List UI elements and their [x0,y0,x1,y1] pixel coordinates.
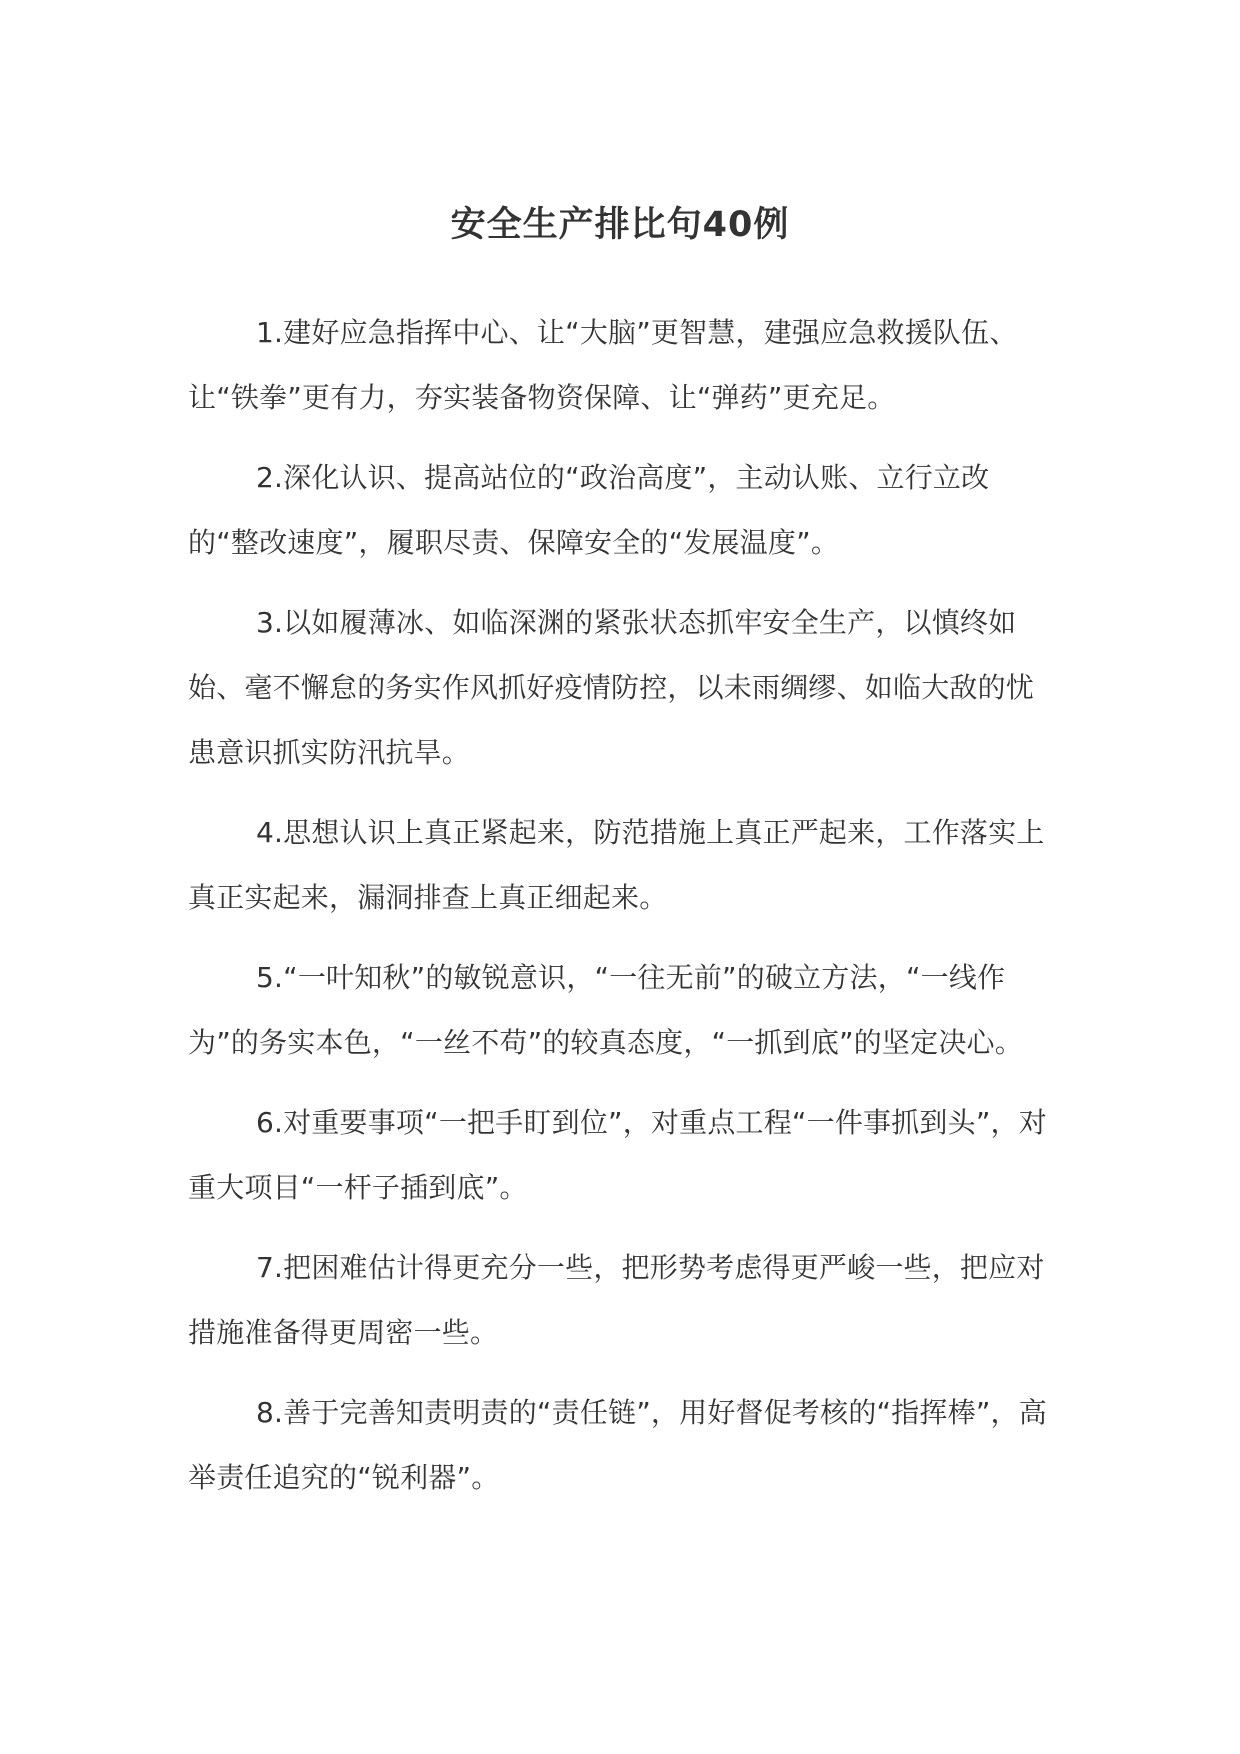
paragraph-4: 4.思想认识上真正紧起来，防范措施上真正严起来，工作落实上真正实起来，漏洞排查上真正细起来。 [188,816,1045,914]
paragraph-3: 3.以如履薄冰、如临深渊的紧张状态抓牢安全生产，以慎终如始、毫不懈怠的务实作风抓好疫情防控，以未雨绸缪、如临大敌的忧患意识抓实防汛抗旱。 [188,606,1035,769]
paragraph-2: 2.深化认识、提高站位的“政治高度”，主动认账、立行立改的“整改速度”，履职尽责、保障安全的“发展温度”。 [188,461,990,559]
paragraph-1: 1.建好应急指挥中心、让“大脑”更智慧，建强应急救援队伍、让“铁拳”更有力，夯实装备物资保障、让“弹药”更充足。 [188,316,1018,414]
paragraph-5: 5.“一叶知秋”的敏锐意识，“一往无前”的破立方法，“一线作为”的务实本色，“一丝不苟”的较真态度，“一抓到底”的坚定决心。 [188,961,1023,1059]
paragraph-8: 8.善于完善知责明责的“责任链”，用好督促考核的“指挥棒”，高举责任追究的“锐利器”。 [188,1396,1047,1494]
paragraph-6: 6.对重要事项“一把手盯到位”，对重点工程“一件事抓到头”，对重大项目“一杆子插到底”。 [188,1106,1047,1204]
document-title: 安全生产排比句40例 [450,205,790,245]
paragraph-7: 7.把困难估计得更充分一些，把形势考虑得更严峻一些，把应对措施准备得更周密一些。 [188,1251,1045,1349]
document-body [188,300,1058,1525]
